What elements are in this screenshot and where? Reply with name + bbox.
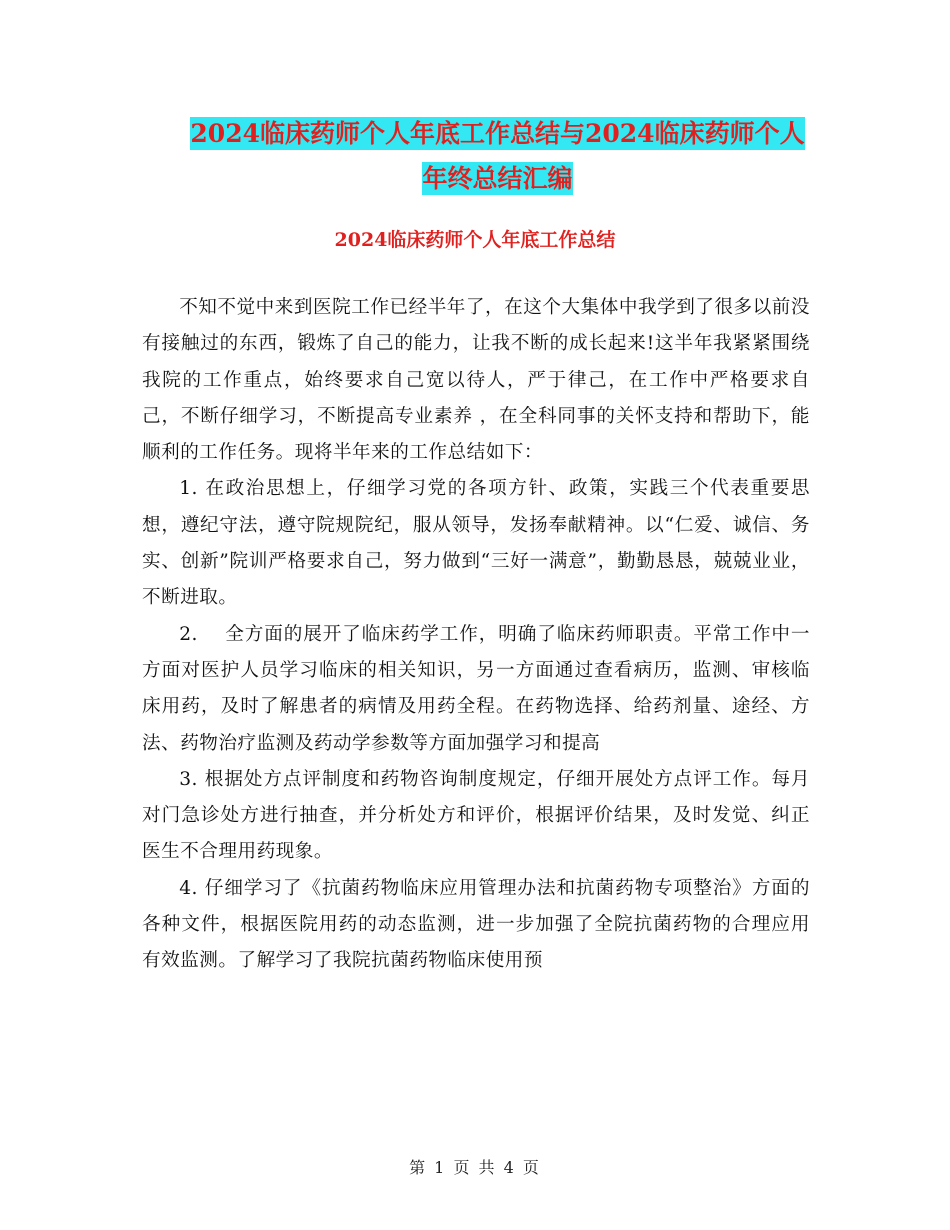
paragraph-intro: 不知不觉中来到医院工作已经半年了，在这个大集体中我学到了很多以前没有接触过的东西，锻炼了自己的能力，让我不断的成长起来!这半年我紧紧围绕我院的工作重点，始终要求自己宽以待人，严于律己，在工作中严格要求自己，不断仔细学习，不断提高专业素养 ，在全科同事的关怀支持和帮助下，能顺利的工作任务。现将半年来的工作总结如下： <box>142 297 810 464</box>
paragraph-item-3: 3. 根据处方点评制度和药物咨询制度规定，仔细开展处方点评工作。每月对门急诊处方进行抽查，并分析处方和评价，根据评价结果，及时发觉、纠正医生不合理用药现象。 <box>142 768 810 863</box>
body-text <box>142 290 810 980</box>
paragraph-item-2: 2. 全方面的展开了临床药学工作，明确了临床药师职责。平常工作中一方面对医护人员学习临床的相关知识，另一方面通过查看病历，监测、审核临床用药，及时了解患者的病情及用药全程。在药物选择、给药剂量、途经、方法、药物治疗监测及药动学参数等方面加强学习和提高 <box>142 623 810 754</box>
title-highlight: 年终总结汇编 <box>422 164 573 193</box>
document-title-line-2 <box>140 159 855 195</box>
document-title-line-1 <box>140 114 855 150</box>
page-footer: 第 1 页 共 4 页 <box>409 1158 541 1177</box>
title-highlight: 2024临床药师个人年底工作总结与2024临床药师个人 <box>190 119 805 148</box>
paragraph-item-1: 1. 在政治思想上，仔细学习党的各项方针、政策，实践三个代表重要思想，遵纪守法，遵守院规院纪，服从领导，发扬奉献精神。以“仁爱、诚信、务实、创新”院训严格要求自己，努力做到“三好一满意”，勤勤恳恳，兢兢业业，不断进取。 <box>142 478 810 609</box>
section-title: 2024临床药师个人年底工作总结 <box>334 229 616 251</box>
paragraph-item-4: 4. 仔细学习了《抗菌药物临床应用管理办法和抗菌药物专项整治》方面的各种文件，根据医院用药的动态监测，进一步加强了全院抗菌药物的合理应用有效监测。了解学习了我院抗菌药物临床使用预 <box>142 877 810 972</box>
